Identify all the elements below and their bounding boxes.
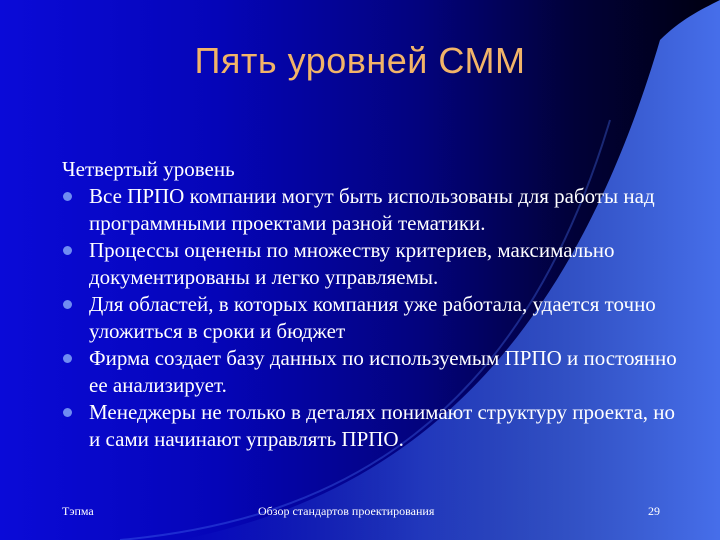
bullet-dot-icon [63,192,72,201]
level-heading: Четвертый уровень [62,157,235,181]
bullet-text: Для областей, в которых компания уже работала, удается точно уложиться в сроки и бюджет [89,292,656,343]
bullet-text: Менеджеры не только в деталях понимают структуру проекта, но и сами начинают управлять ПРПО. [89,400,676,451]
bullet-text: Все ПРПО компании могут быть использованы для работы над программными проектами разной тематики. [89,184,655,235]
page-number: 29 [648,504,660,518]
bullet-item [62,237,682,291]
bullet-dot-icon [63,246,72,255]
bullet-dot-icon [63,300,72,309]
slide-title: Пять уровней СММ [194,40,526,81]
bullet-item [62,183,682,237]
footer-left-text: Тэпма [62,504,94,518]
bullet-dot-icon [63,354,72,363]
bullet-item [62,291,682,345]
bullet-text: Фирма создает базу данных по используемым ПРПО и постоянно ее анализирует. [89,346,677,397]
footer-center-text: Обзор стандартов проектирования [258,504,435,518]
bullet-item [62,399,682,453]
bullet-text: Процессы оценены по множеству критериев, максимально документированы и легко управляемы. [89,238,615,289]
bullet-item [62,345,682,399]
bullet-dot-icon [63,408,72,417]
slide-body [62,156,682,453]
bullet-list [62,183,682,453]
